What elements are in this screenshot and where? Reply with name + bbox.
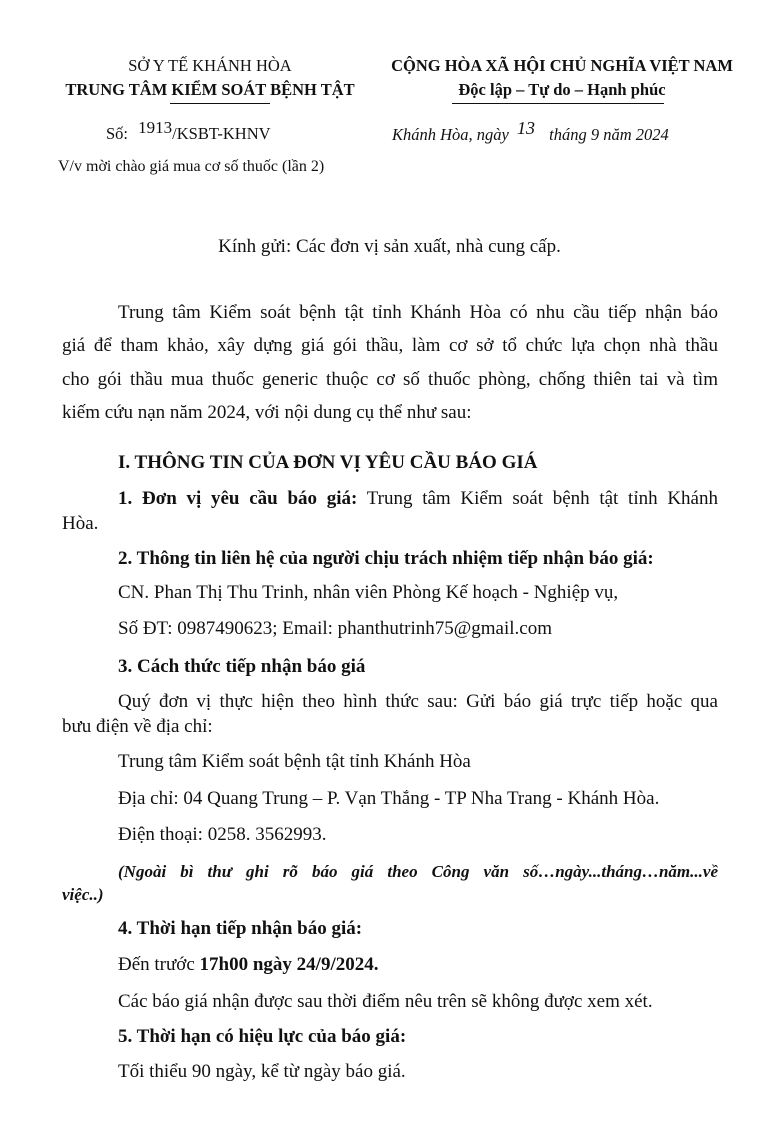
item2-label: 2. Thông tin liên hệ của người chịu trách nhiệm tiếp nhận báo giá: [118,548,654,569]
intro-line: cho gói thầu mua thuốc generic thuộc cơ số thuốc phòng, chống thiên tai và tìm [62,369,718,390]
salutation: Kính gửi: Các đơn vị sản xuất, nhà cung cấp. [218,236,561,257]
agency-name: TRUNG TÂM KIỂM SOÁT BỆNH TẬT [65,80,355,99]
national-motto: Độc lập – Tự do – Hạnh phúc [458,80,666,99]
item1-value-cont: Hòa. [62,513,99,534]
item5-label: 5. Thời hạn có hiệu lực của báo giá: [118,1026,407,1047]
motto-underline [452,103,664,104]
document-date [392,118,669,145]
document-subject: V/v mời chào giá mua cơ số thuốc (lần 2) [58,158,325,175]
agency-parent: SỞ Y TẾ KHÁNH HÒA [128,56,292,75]
agency-underline [170,103,270,104]
date-suffix: tháng 9 năm 2024 [549,125,669,144]
country-name: CỘNG HÒA XÃ HỘI CHỦ NGHĨA VIỆT NAM [391,56,733,75]
envelope-note-cont: việc..) [62,885,104,904]
date-prefix: Khánh Hòa, ngày [392,125,509,144]
deadline-value: 17h00 ngày 24/9/2024. [199,954,379,975]
recipient-phone: Điện thoại: 0258. 3562993. [118,824,327,845]
item1-label: 1. Đơn vị yêu cầu báo giá: [118,488,358,509]
recipient-org: Trung tâm Kiểm soát bệnh tật tỉnh Khánh Hòa [118,751,471,772]
envelope-note: (Ngoài bì thư ghi rõ báo giá theo Công văn số…ngày...tháng…năm...về [118,862,718,881]
item1-value: Trung tâm Kiểm soát bệnh tật tỉnh Khánh [366,488,718,509]
document-number-suffix: /KSBT-KHNV [172,124,271,143]
item3-label: 3. Cách thức tiếp nhận báo giá [118,656,366,677]
section-title: I. THÔNG TIN CỦA ĐƠN VỊ YÊU CẦU BÁO GIÁ [118,452,538,473]
deadline-line [118,948,774,981]
validity-period: Tối thiểu 90 ngày, kể từ ngày báo giá. [118,1061,406,1082]
deadline-note: Các báo giá nhận được sau thời điểm nêu trên sẽ không được xem xét. [118,991,653,1012]
contact-person: CN. Phan Thị Thu Trinh, nhân viên Phòng Kế hoạch - Nghiệp vụ, [118,582,619,603]
deadline-prefix: Đến trước [118,954,195,975]
contact-phone-email: Số ĐT: 0987490623; Email: phanthutrinh75@gmail.com [118,618,552,639]
intro-line: Trung tâm Kiểm soát bệnh tật tỉnh Khánh Hòa có nhu cầu tiếp nhận báo [118,302,718,323]
intro-line: giá để tham khảo, xây dựng giá gói thầu, làm cơ sở tổ chức lựa chọn nhà thầu [62,335,718,356]
item3-line: Quý đơn vị thực hiện theo hình thức sau: Gửi báo giá trực tiếp hoặc qua [118,691,718,712]
document-number-prefix: Số: [106,124,129,143]
document-number-value: 1913 [138,118,173,137]
recipient-address: Địa chỉ: 04 Quang Trung – P. Vạn Thắng - TP Nha Trang - Khánh Hòa. [118,788,660,809]
document-number [106,118,271,144]
date-day: 13 [517,118,535,138]
intro-line: kiếm cứu nạn năm 2024, với nội dung cụ thể như sau: [62,402,472,423]
item4-label: 4. Thời hạn tiếp nhận báo giá: [118,918,363,939]
item3-line: bưu điện về địa chỉ: [62,716,213,737]
